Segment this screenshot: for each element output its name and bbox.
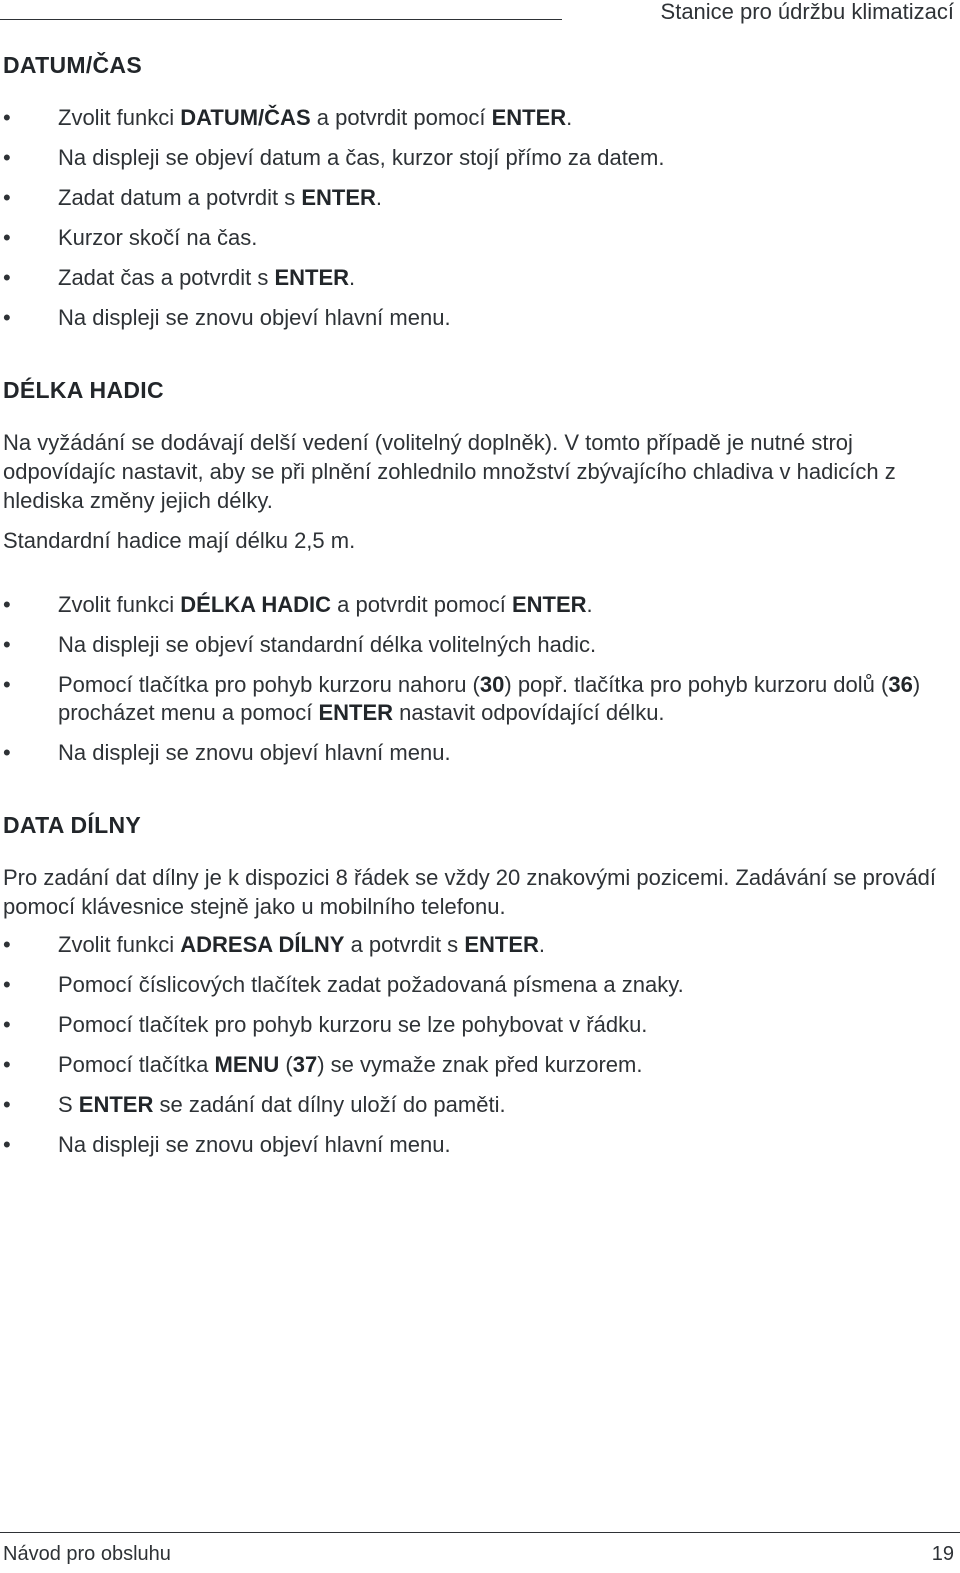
- list-item: • Na displeji se znovu objeví hlavní menu.: [3, 740, 451, 765]
- list-item: • Pomocí číslicových tlačítek zadat požadovaná písmena a znaky.: [3, 972, 684, 997]
- list-item: • Pomocí tlačítek pro pohyb kurzoru se lze pohybovat v řádku.: [3, 1012, 648, 1037]
- bullet-icon: •: [3, 932, 11, 957]
- list-hadice: [3, 591, 955, 767]
- list-datum: [3, 104, 955, 332]
- page-number: 19: [931, 1543, 954, 1565]
- list-item: • Na displeji se znovu objeví hlavní menu.: [3, 305, 451, 330]
- footer-document-title: Návod pro obsluhu: [3, 1543, 171, 1565]
- bullet-icon: •: [3, 1052, 11, 1077]
- list-item: • Zadat čas a potvrdit s ENTER.: [3, 265, 356, 290]
- bullet-icon: •: [3, 1092, 11, 1117]
- section-heading-datum: DATUM/ČAS: [3, 52, 142, 78]
- bullet-icon: •: [3, 972, 11, 997]
- page-content: [3, 52, 955, 1171]
- bullet-icon: •: [3, 185, 11, 210]
- bullet-icon: •: [3, 740, 11, 765]
- header-rule: [0, 19, 562, 20]
- bullet-icon: •: [3, 225, 11, 250]
- list-item: • S ENTER se zadání dat dílny uloží do paměti.: [3, 1092, 506, 1117]
- bullet-icon: •: [3, 632, 11, 657]
- paragraph-hadice-intro: Na vyžádání se dodávají delší vedení (volitelný doplněk). V tomto případě je nutné stroj odpovídajíc nastavit, aby se při plnění zohlednilo množství zbývajícího chladiva v hadicích z hlediska změny jejich délky.: [3, 430, 896, 513]
- header-title: Stanice pro údržbu klimatizací: [660, 0, 954, 24]
- bullet-icon: •: [3, 1132, 11, 1157]
- list-item: • Pomocí tlačítka MENU (37) se vymaže znak před kurzorem.: [3, 1052, 643, 1077]
- list-item: • Na displeji se objeví datum a čas, kurzor stojí přímo za datem.: [3, 145, 665, 170]
- paragraph-dilna-intro: Pro zadání dat dílny je k dispozici 8 řádek se vždy 20 znakovými pozicemi. Zadávání se provádí pomocí klávesnice stejně jako u mobilního telefonu.: [3, 865, 937, 919]
- bullet-icon: •: [3, 145, 11, 170]
- bullet-icon: •: [3, 265, 11, 290]
- list-item: • Zvolit funkci DATUM/ČAS a potvrdit pomocí ENTER.: [3, 105, 573, 130]
- list-item: • Zvolit funkci ADRESA DÍLNY a potvrdit s ENTER.: [3, 932, 545, 957]
- bullet-icon: •: [3, 305, 11, 330]
- bullet-icon: •: [3, 672, 11, 697]
- paragraph-hadice-standard: Standardní hadice mají délku 2,5 m.: [3, 528, 356, 553]
- bullet-icon: •: [3, 592, 11, 617]
- list-item: • Zadat datum a potvrdit s ENTER.: [3, 185, 383, 210]
- list-item: • Pomocí tlačítka pro pohyb kurzoru nahoru (30) popř. tlačítka pro pohyb kurzoru dolů (36) procházet menu a pomocí ENTER nastavit odpovídající délku.: [3, 672, 921, 725]
- footer-rule: [0, 1532, 960, 1533]
- list-item: • Kurzor skočí na čas.: [3, 225, 258, 250]
- list-item: • Na displeji se znovu objeví hlavní menu.: [3, 1132, 451, 1157]
- bullet-icon: •: [3, 1012, 11, 1037]
- section-heading-hadice: DÉLKA HADIC: [3, 377, 164, 403]
- section-heading-dilna: DATA DÍLNY: [3, 812, 142, 838]
- list-item: • Zvolit funkci DÉLKA HADIC a potvrdit pomocí ENTER.: [3, 592, 593, 617]
- list-item: • Na displeji se objeví standardní délka volitelných hadic.: [3, 632, 597, 657]
- bullet-icon: •: [3, 105, 11, 130]
- list-dilna: [3, 931, 955, 1159]
